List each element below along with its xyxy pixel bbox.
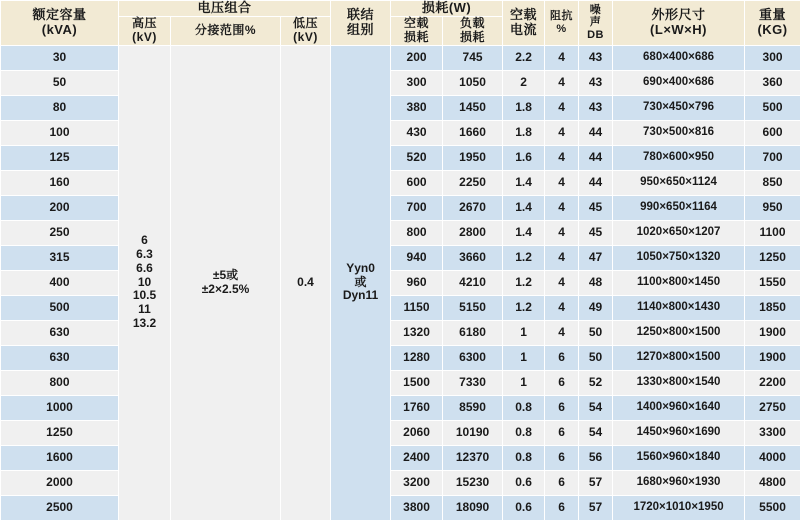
cell-weight: 1550 (745, 270, 800, 295)
cell-tap-range-values (171, 45, 281, 520)
cell-load-loss: 4210 (443, 270, 503, 295)
cell-dimensions: 990×650×1164 (613, 195, 745, 220)
cell-no-load-current: 1.4 (503, 195, 545, 220)
cell-capacity: 30 (1, 45, 119, 70)
cell-impedance: 4 (545, 245, 579, 270)
cell-weight: 950 (745, 195, 800, 220)
cell-no-load-current: 1.4 (503, 220, 545, 245)
header-no-load-current: 空载 电流 (503, 1, 545, 46)
cell-weight: 2750 (745, 395, 800, 420)
cell-no-load-current: 0.8 (503, 395, 545, 420)
cell-capacity: 1250 (1, 420, 119, 445)
header-no-load-loss: 空载 损耗 (391, 16, 443, 45)
cell-dimensions: 1400×960×1640 (613, 395, 745, 420)
cell-capacity: 630 (1, 320, 119, 345)
cell-noise: 45 (579, 195, 613, 220)
cell-no-load-loss: 1760 (391, 395, 443, 420)
cell-weight: 5500 (745, 495, 800, 520)
cell-capacity: 160 (1, 170, 119, 195)
cell-noise: 50 (579, 345, 613, 370)
cell-no-load-loss: 380 (391, 95, 443, 120)
cell-impedance: 4 (545, 320, 579, 345)
cell-weight: 700 (745, 145, 800, 170)
table-header (1, 1, 800, 46)
cell-no-load-loss: 600 (391, 170, 443, 195)
cell-noise: 44 (579, 120, 613, 145)
cell-dimensions: 1450×960×1690 (613, 420, 745, 445)
cell-impedance: 4 (545, 195, 579, 220)
cell-no-load-current: 1 (503, 345, 545, 370)
cell-capacity: 1600 (1, 445, 119, 470)
cell-capacity: 80 (1, 95, 119, 120)
cell-high-voltage-values (119, 45, 171, 520)
cell-no-load-current: 1.8 (503, 120, 545, 145)
cell-impedance: 4 (545, 270, 579, 295)
cell-noise: 44 (579, 170, 613, 195)
tap-range-value: ±2×2.5% (171, 283, 280, 297)
cell-weight: 1850 (745, 295, 800, 320)
cell-load-loss: 1450 (443, 95, 503, 120)
connection-value: 或 (331, 276, 390, 290)
cell-noise: 52 (579, 370, 613, 395)
cell-dimensions: 1680×960×1930 (613, 470, 745, 495)
cell-noise: 44 (579, 145, 613, 170)
cell-load-loss: 1660 (443, 120, 503, 145)
cell-impedance: 6 (545, 470, 579, 495)
cell-dimensions: 1140×800×1430 (613, 295, 745, 320)
cell-no-load-loss: 200 (391, 45, 443, 70)
cell-impedance: 4 (545, 45, 579, 70)
cell-no-load-current: 1.6 (503, 145, 545, 170)
cell-load-loss: 2250 (443, 170, 503, 195)
cell-dimensions: 1250×800×1500 (613, 320, 745, 345)
cell-no-load-current: 2 (503, 70, 545, 95)
cell-capacity: 100 (1, 120, 119, 145)
cell-impedance: 4 (545, 145, 579, 170)
connection-value: Dyn11 (331, 289, 390, 303)
cell-capacity: 800 (1, 370, 119, 395)
cell-impedance: 4 (545, 220, 579, 245)
cell-no-load-loss: 700 (391, 195, 443, 220)
cell-noise: 56 (579, 445, 613, 470)
cell-load-loss: 6180 (443, 320, 503, 345)
cell-noise: 48 (579, 270, 613, 295)
cell-load-loss: 2800 (443, 220, 503, 245)
cell-impedance: 6 (545, 370, 579, 395)
cell-capacity: 125 (1, 145, 119, 170)
cell-noise: 54 (579, 395, 613, 420)
cell-capacity: 315 (1, 245, 119, 270)
cell-no-load-current: 1.2 (503, 270, 545, 295)
cell-impedance: 6 (545, 420, 579, 445)
cell-load-loss: 7330 (443, 370, 503, 395)
cell-weight: 2200 (745, 370, 800, 395)
cell-weight: 300 (745, 45, 800, 70)
cell-noise: 57 (579, 470, 613, 495)
cell-weight: 1100 (745, 220, 800, 245)
cell-weight: 3300 (745, 420, 800, 445)
cell-no-load-loss: 430 (391, 120, 443, 145)
cell-noise: 43 (579, 45, 613, 70)
header-capacity: 额定容量 (kVA) (1, 1, 119, 46)
table-row (1, 45, 800, 70)
cell-impedance: 6 (545, 395, 579, 420)
cell-impedance: 4 (545, 120, 579, 145)
cell-noise: 43 (579, 95, 613, 120)
cell-no-load-current: 1 (503, 370, 545, 395)
cell-load-loss: 15230 (443, 470, 503, 495)
cell-no-load-loss: 2060 (391, 420, 443, 445)
header-high-voltage: 高压 (kV) (119, 16, 171, 45)
cell-no-load-current: 1.8 (503, 95, 545, 120)
cell-no-load-loss: 1320 (391, 320, 443, 345)
cell-no-load-loss: 1280 (391, 345, 443, 370)
cell-no-load-loss: 3800 (391, 495, 443, 520)
cell-no-load-current: 1.2 (503, 295, 545, 320)
cell-dimensions: 1330×800×1540 (613, 370, 745, 395)
cell-load-loss: 10190 (443, 420, 503, 445)
cell-dimensions: 1720×1010×1950 (613, 495, 745, 520)
header-connection: 联结 组别 (331, 1, 391, 46)
cell-noise: 49 (579, 295, 613, 320)
cell-no-load-current: 0.6 (503, 470, 545, 495)
cell-no-load-current: 2.2 (503, 45, 545, 70)
cell-dimensions: 1560×960×1840 (613, 445, 745, 470)
cell-load-loss: 18090 (443, 495, 503, 520)
cell-impedance: 4 (545, 95, 579, 120)
connection-value: Yyn0 (331, 262, 390, 276)
cell-dimensions: 1050×750×1320 (613, 245, 745, 270)
cell-no-load-current: 0.6 (503, 495, 545, 520)
cell-noise: 47 (579, 245, 613, 270)
cell-dimensions: 1020×650×1207 (613, 220, 745, 245)
cell-dimensions: 690×400×686 (613, 70, 745, 95)
high-voltage-value: 13.2 (119, 317, 170, 331)
cell-load-loss: 1050 (443, 70, 503, 95)
cell-no-load-current: 1.2 (503, 245, 545, 270)
header-voltage-group: 电压组合 (119, 1, 331, 17)
header-weight: 重量 (KG) (745, 1, 800, 46)
cell-noise: 54 (579, 420, 613, 445)
header-loss-group: 损耗(W) (391, 1, 503, 17)
cell-no-load-current: 0.8 (503, 445, 545, 470)
cell-connection-values (331, 45, 391, 520)
cell-impedance: 6 (545, 345, 579, 370)
cell-no-load-loss: 1150 (391, 295, 443, 320)
header-dimensions: 外形尺寸 (L×W×H) (613, 1, 745, 46)
cell-no-load-current: 0.8 (503, 420, 545, 445)
cell-dimensions: 730×500×816 (613, 120, 745, 145)
cell-weight: 850 (745, 170, 800, 195)
cell-no-load-current: 1 (503, 320, 545, 345)
high-voltage-value: 6 (119, 234, 170, 248)
header-row-1 (1, 1, 800, 17)
cell-no-load-loss: 940 (391, 245, 443, 270)
cell-no-load-loss: 800 (391, 220, 443, 245)
cell-dimensions: 730×450×796 (613, 95, 745, 120)
cell-weight: 360 (745, 70, 800, 95)
cell-no-load-loss: 960 (391, 270, 443, 295)
cell-load-loss: 3660 (443, 245, 503, 270)
cell-capacity: 630 (1, 345, 119, 370)
cell-dimensions: 680×400×686 (613, 45, 745, 70)
cell-load-loss: 1950 (443, 145, 503, 170)
cell-dimensions: 1270×800×1500 (613, 345, 745, 370)
cell-capacity: 250 (1, 220, 119, 245)
cell-no-load-current: 1.4 (503, 170, 545, 195)
header-load-loss: 负载 损耗 (443, 16, 503, 45)
cell-load-loss: 2670 (443, 195, 503, 220)
cell-weight: 600 (745, 120, 800, 145)
header-impedance: 阻抗 % (545, 1, 579, 46)
cell-load-loss: 12370 (443, 445, 503, 470)
cell-dimensions: 780×600×950 (613, 145, 745, 170)
cell-noise: 57 (579, 495, 613, 520)
cell-load-loss: 8590 (443, 395, 503, 420)
cell-load-loss: 5150 (443, 295, 503, 320)
cell-impedance: 4 (545, 295, 579, 320)
cell-impedance: 4 (545, 170, 579, 195)
cell-no-load-loss: 3200 (391, 470, 443, 495)
cell-no-load-loss: 300 (391, 70, 443, 95)
high-voltage-value: 10 (119, 276, 170, 290)
cell-impedance: 4 (545, 70, 579, 95)
cell-noise: 43 (579, 70, 613, 95)
cell-weight: 4000 (745, 445, 800, 470)
high-voltage-value: 11 (119, 303, 170, 317)
cell-dimensions: 1100×800×1450 (613, 270, 745, 295)
cell-weight: 1250 (745, 245, 800, 270)
cell-no-load-loss: 520 (391, 145, 443, 170)
cell-weight: 500 (745, 95, 800, 120)
cell-weight: 4800 (745, 470, 800, 495)
cell-capacity: 400 (1, 270, 119, 295)
header-tap-range: 分接范围% (171, 16, 281, 45)
cell-no-load-loss: 1500 (391, 370, 443, 395)
header-low-voltage: 低压 (kV) (281, 16, 331, 45)
cell-noise: 50 (579, 320, 613, 345)
cell-weight: 1900 (745, 320, 800, 345)
cell-low-voltage-value: 0.4 (281, 45, 331, 520)
cell-capacity: 2000 (1, 470, 119, 495)
cell-noise: 45 (579, 220, 613, 245)
header-noise: 噪 声 DB (579, 1, 613, 46)
cell-capacity: 200 (1, 195, 119, 220)
table-body (1, 45, 800, 520)
high-voltage-value: 6.6 (119, 262, 170, 276)
cell-dimensions: 950×650×1124 (613, 170, 745, 195)
cell-capacity: 500 (1, 295, 119, 320)
cell-weight: 1900 (745, 345, 800, 370)
tap-range-value: ±5或 (171, 269, 280, 283)
high-voltage-value: 6.3 (119, 248, 170, 262)
cell-no-load-loss: 2400 (391, 445, 443, 470)
cell-impedance: 6 (545, 445, 579, 470)
cell-capacity: 50 (1, 70, 119, 95)
cell-load-loss: 6300 (443, 345, 503, 370)
cell-impedance: 6 (545, 495, 579, 520)
cell-capacity: 1000 (1, 395, 119, 420)
cell-capacity: 2500 (1, 495, 119, 520)
high-voltage-value: 10.5 (119, 289, 170, 303)
cell-load-loss: 745 (443, 45, 503, 70)
